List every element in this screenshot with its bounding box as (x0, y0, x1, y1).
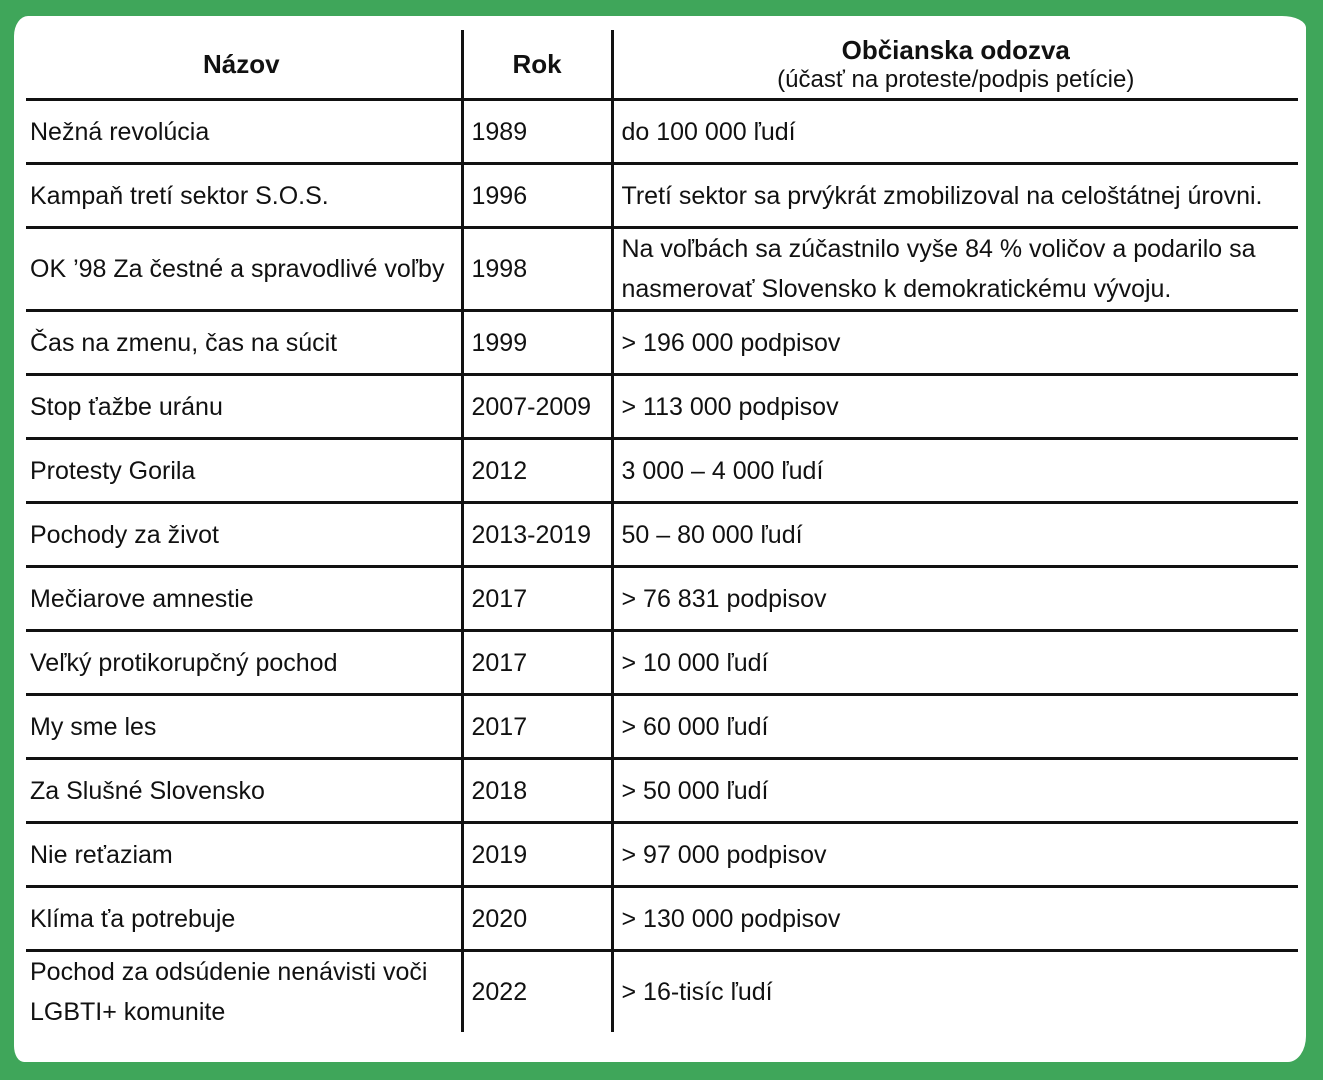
table-row (26, 439, 1298, 503)
cell-response: 50 – 80 000 ľudí (612, 503, 1298, 567)
table-row (26, 631, 1298, 695)
cell-name: Protesty Gorila (26, 439, 462, 503)
table-row (26, 503, 1298, 567)
cell-year: 2018 (462, 759, 612, 823)
cell-year: 1989 (462, 100, 612, 164)
header-name: Názov (26, 30, 462, 100)
cell-response: > 130 000 podpisov (612, 887, 1298, 951)
table-row (26, 759, 1298, 823)
table-row (26, 375, 1298, 439)
table-row (26, 164, 1298, 228)
cell-name: Klíma ťa potrebuje (26, 887, 462, 951)
cell-response: > 97 000 podpisov (612, 823, 1298, 887)
table-row (26, 951, 1298, 1033)
cell-year: 2022 (462, 951, 612, 1033)
cell-response: Tretí sektor sa prvýkrát zmobilizoval na celoštátnej úrovni. (612, 164, 1298, 228)
cell-response: > 60 000 ľudí (612, 695, 1298, 759)
cell-year: 2019 (462, 823, 612, 887)
cell-year: 1999 (462, 311, 612, 375)
civic-response-table (26, 30, 1298, 1032)
cell-year: 2007-2009 (462, 375, 612, 439)
cell-name: Pochod za odsúdenie nenávisti voči LGBTI+ komunite (30, 958, 428, 1026)
table-row (26, 695, 1298, 759)
cell-year: 1996 (462, 164, 612, 228)
cell-response: > 10 000 ľudí (612, 631, 1298, 695)
cell-year: 2020 (462, 887, 612, 951)
cell-year: 2017 (462, 695, 612, 759)
cell-name: Stop ťažbe uránu (26, 375, 462, 439)
cell-name: Nie reťaziam (26, 823, 462, 887)
cell-name: Mečiarove amnestie (26, 567, 462, 631)
cell-year: 2017 (462, 567, 612, 631)
cell-name: OK ’98 Za čestné a spravodlivé voľby (26, 228, 462, 311)
cell-name: Veľký protikorupčný pochod (26, 631, 462, 695)
table-body (26, 100, 1298, 1033)
header-year: Rok (462, 30, 612, 100)
header-response (612, 30, 1298, 100)
cell-response: do 100 000 ľudí (612, 100, 1298, 164)
cell-response: > 50 000 ľudí (612, 759, 1298, 823)
cell-name: Nežná revolúcia (26, 100, 462, 164)
table-header-row (26, 30, 1298, 100)
table-row (26, 567, 1298, 631)
cell-response: > 76 831 podpisov (612, 567, 1298, 631)
cell-response: > 16-tisíc ľudí (612, 951, 1298, 1033)
cell-year: 2012 (462, 439, 612, 503)
cell-year: 2017 (462, 631, 612, 695)
cell-response: 3 000 – 4 000 ľudí (612, 439, 1298, 503)
cell-year: 2013-2019 (462, 503, 612, 567)
table-row (26, 887, 1298, 951)
table-row (26, 100, 1298, 164)
table-row (26, 823, 1298, 887)
header-response-title: Občianska odozva (841, 35, 1070, 65)
header-response-subtitle: (účasť na proteste/podpis petície) (777, 66, 1135, 93)
table-row (26, 311, 1298, 375)
cell-name: My sme les (26, 695, 462, 759)
cell-name: Kampaň tretí sektor S.O.S. (26, 164, 462, 228)
cell-year: 1998 (462, 228, 612, 311)
cell-response: > 113 000 podpisov (612, 375, 1298, 439)
table-row (26, 228, 1298, 311)
cell-name: Pochody za život (26, 503, 462, 567)
cell-name: Čas na zmenu, čas na súcit (26, 311, 462, 375)
cell-response: Na voľbách sa zúčastnilo vyše 84 % voličov a podarilo sa nasmerovať Slovensko k demokratickému vývoju. (612, 228, 1298, 311)
cell-response: > 196 000 podpisov (612, 311, 1298, 375)
cell-name: Za Slušné Slovensko (26, 759, 462, 823)
